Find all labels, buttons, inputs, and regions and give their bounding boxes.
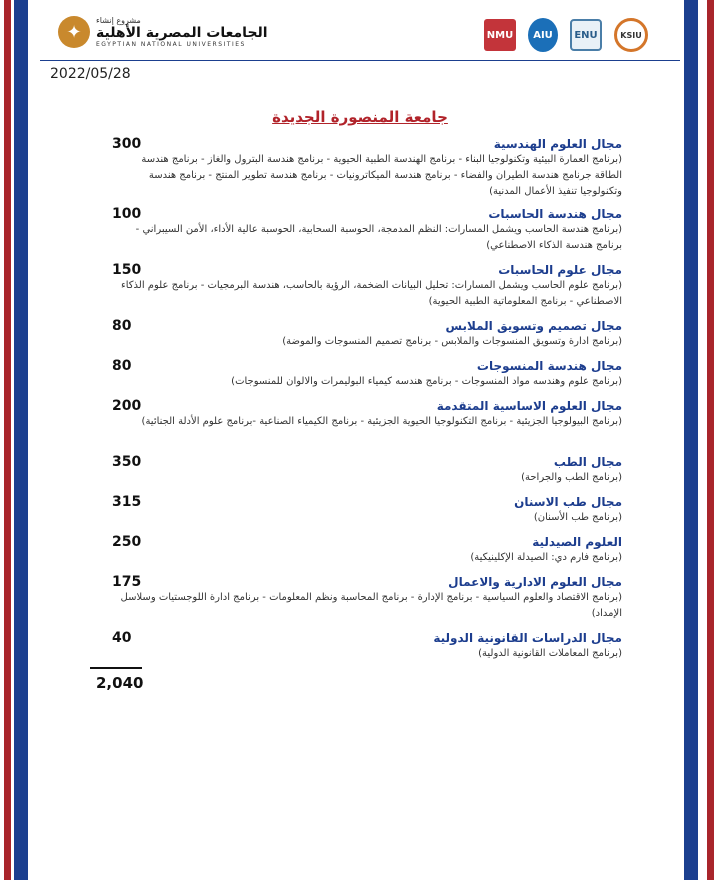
program-heading: مجال العلوم الادارية والاعمال: [448, 575, 622, 589]
program-block: [112, 398, 622, 430]
logo-text: [96, 16, 268, 48]
partner-logo-nmu: NMU: [484, 19, 516, 51]
program-count: 250: [112, 534, 142, 550]
partner-logos: [484, 18, 648, 52]
program-block: [112, 318, 622, 350]
left-blue-border: [14, 0, 28, 880]
program-block: [112, 494, 622, 526]
program-count: 175: [112, 574, 142, 590]
program-count: 350: [112, 454, 142, 470]
document-date: 2022/05/28: [50, 66, 131, 82]
logo-english-text: EGYPTIAN NATIONAL UNIVERSITIES: [96, 41, 246, 48]
program-heading: مجال تصميم وتسويق الملابس: [445, 319, 622, 333]
program-heading: مجال علوم الحاسبات: [498, 263, 622, 277]
program-block: [112, 136, 622, 200]
header-divider: [40, 60, 680, 61]
program-count: 150: [112, 262, 142, 278]
program-count: 100: [112, 206, 142, 222]
logo-arabic-text: الجامعات المصرية الأهلية: [96, 25, 268, 41]
program-heading: مجال العلوم الهندسية: [493, 137, 622, 151]
program-description: (برنامج العمارة البيئية وتكنولوجيا البناء - برنامج الهندسة الطبية الحيوية - برنامج هندسة البترول والغاز - برنامج هندسة الطاقة جرنامج هندسة الطيران والفضاء - برنامج هندسة الميكاترونيات - برنامج هندسة تطوير المنتج - برنامج هندسة وتكنولوجيا تنفيذ الأعمال المدنية): [141, 154, 622, 197]
logo-small-text: مشروع إنشاء: [96, 16, 141, 25]
program-heading: مجال هندسة الحاسبات: [488, 207, 622, 221]
program-count: 200: [112, 398, 142, 414]
program-block: [112, 206, 622, 254]
program-description: (برنامج ادارة وتسويق المنسوجات والملابس - برنامج تصميم المنسوجات والموضة): [282, 336, 622, 347]
program-heading: مجال العلوم الاساسية المتقدمة: [436, 399, 622, 413]
program-heading: مجال هندسة المنسوجات: [476, 359, 622, 373]
partner-logo-enu: ENU: [570, 19, 602, 51]
right-red-border: [707, 0, 714, 880]
page-title: جامعة المنصورة الجديدة: [272, 108, 448, 126]
program-description: (برنامج هندسة الحاسب ويشمل المسارات: النظم المدمجة، الحوسبة السحابية، الحوسبة عالية الأداء، الأمن السيبراني - برنامج هندسة الذكاء الاصطناعي): [135, 224, 622, 251]
right-blue-border: [684, 0, 698, 880]
program-description: (برنامج طب الأسنان): [533, 512, 622, 523]
program-count: 315: [112, 494, 142, 510]
total-count: 2,040: [96, 674, 144, 692]
program-block: [112, 574, 622, 622]
program-description: (برنامج الطب والجراحة): [521, 472, 622, 483]
program-heading: مجال الطب: [553, 455, 622, 469]
total-divider: [90, 667, 142, 669]
program-count: 80: [112, 358, 132, 374]
program-block: [112, 534, 622, 566]
program-heading: مجال الدراسات القانونية الدولية: [433, 631, 622, 645]
program-description: (برنامج علوم وهندسه مواد المنسوجات - برنامج هندسه كيمياء البوليمرات والالوان للمنسوجات): [231, 376, 622, 387]
program-block: [112, 630, 622, 662]
program-count: 40: [112, 630, 132, 646]
program-description: (برنامج الاقتصاد والعلوم السياسية - برنامج الإدارة - برنامج المحاسبة ونظم المعلومات - برنامج ادارة اللوجستيات وسلاسل الإمداد): [120, 592, 622, 619]
program-block: [112, 262, 622, 310]
program-description: (برنامج علوم الحاسب ويشمل المسارات: تحليل البيانات الضخمة، الرؤية بالحاسب، هندسة البرمجيات - برنامج علوم الذكاء الاصطناعي - برنامج المعلوماتية الطبية الحيوية): [121, 280, 622, 307]
left-red-border: [4, 0, 11, 880]
eagle-emblem-icon: ✦: [58, 16, 90, 48]
program-description: (برنامج فارم دي: الصيدلة الإكلينيكية): [470, 552, 622, 563]
program-block: [112, 358, 622, 390]
program-count: 300: [112, 136, 142, 152]
partner-logo-aiu: AIU: [528, 18, 558, 52]
program-description: (برنامج البيولوجيا الجزيئية - برنامج التكنولوجيا الحيوية الجزيئية - برنامج الكيمياء الصناعية -برنامج علوم الأدلة الجنائية): [141, 416, 622, 427]
program-block: [112, 454, 622, 486]
partner-logo-ksiu: KSIU: [614, 18, 648, 52]
program-heading: مجال طب الاسنان: [514, 495, 622, 509]
enu-logo: [58, 16, 268, 48]
program-count: 80: [112, 318, 132, 334]
program-heading: العلوم الصيدلية: [532, 535, 622, 549]
program-description: (برنامج المعاملات القانونية الدولية): [478, 648, 622, 659]
